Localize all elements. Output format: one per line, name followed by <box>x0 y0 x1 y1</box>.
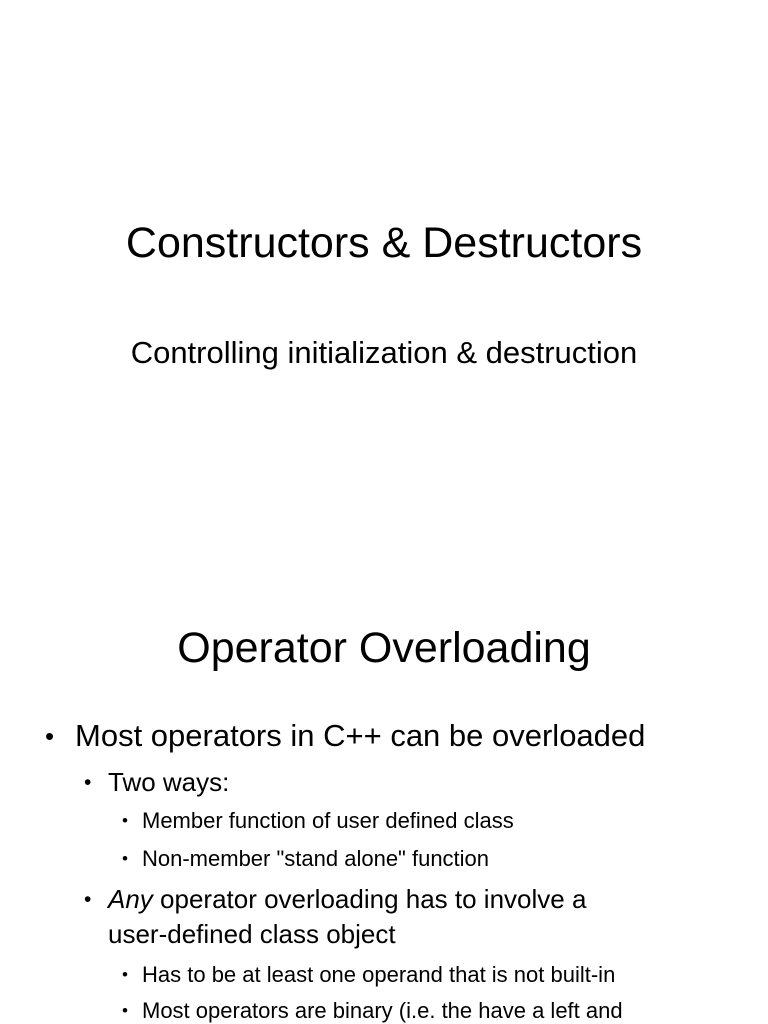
bullet-mark: • <box>122 965 128 984</box>
bullet-level-2 <box>84 882 587 952</box>
bullet-text-line-2: user-defined class object <box>108 919 396 949</box>
slide-1-subtitle: Controlling initialization & destruction <box>130 335 638 370</box>
slide-2 <box>0 576 768 1024</box>
bullet-emphasis: Any <box>108 884 153 914</box>
bullet-mark: • <box>122 1001 128 1020</box>
bullet-mark: • <box>122 811 128 830</box>
bullet-level-3 <box>122 961 616 989</box>
bullet-text: operator overloading has to involve a <box>152 884 587 914</box>
bullet-mark: • <box>45 721 55 751</box>
bullet-level-3 <box>122 997 623 1024</box>
bullet-text: Two ways: <box>108 767 230 797</box>
bullet-text: Most operators in C++ can be overloaded <box>75 718 646 753</box>
bullet-text: Member function of user defined class <box>142 808 514 833</box>
slide-2-title: Operator Overloading <box>177 624 591 672</box>
bullet-text: Most operators are binary (i.e. the have a left and <box>142 998 623 1023</box>
bullet-text: Non-member "stand alone" function <box>142 846 490 871</box>
slide-1-title: Constructors & Destructors <box>125 219 643 267</box>
bullet-level-1 <box>45 718 646 754</box>
bullet-mark: • <box>84 771 92 794</box>
bullet-level-3 <box>122 845 490 873</box>
bullet-level-3 <box>122 807 514 835</box>
bullet-mark: • <box>122 849 128 868</box>
bullet-mark: • <box>84 888 92 911</box>
bullet-text: Has to be at least one operand that is not built-in <box>142 962 616 987</box>
bullet-text-line-1 <box>108 882 586 917</box>
bullet-level-2 <box>84 765 230 800</box>
